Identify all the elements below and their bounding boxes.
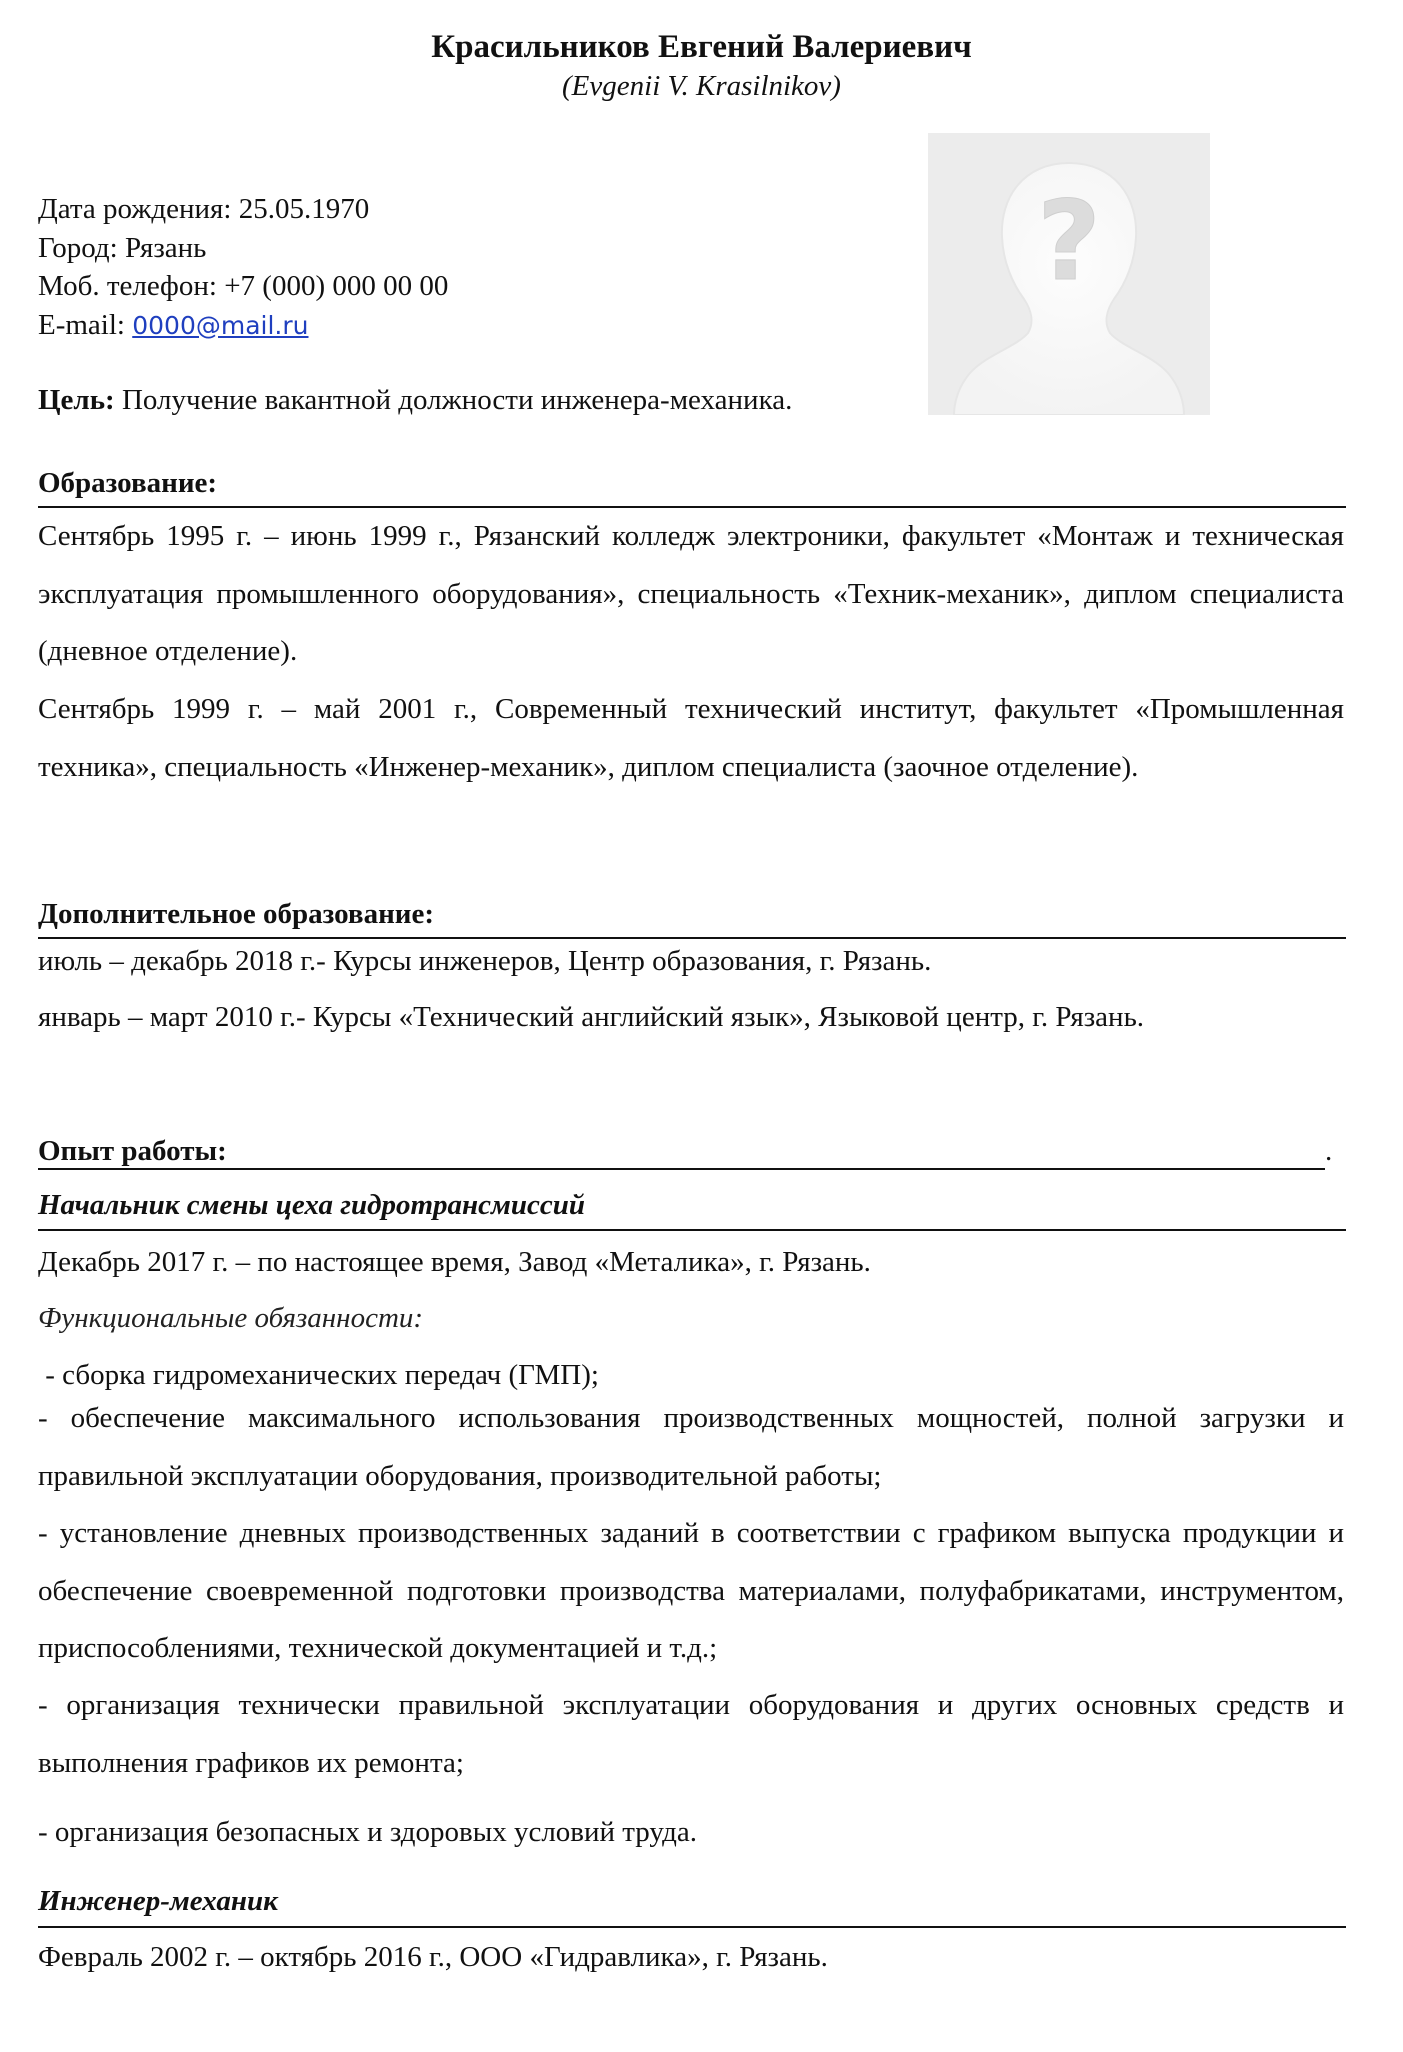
unknown-person-placeholder-icon bbox=[928, 133, 1210, 415]
job-title: Начальник смены цеха гидротрансмиссий bbox=[38, 1189, 586, 1221]
city-label: Город: bbox=[38, 231, 118, 264]
duty-item: - сборка гидромеханических передач (ГМП); bbox=[38, 1359, 599, 1391]
phone-row bbox=[38, 267, 448, 306]
experience-heading bbox=[38, 1133, 1344, 1170]
duty-item: - организация безопасных и здоровых условий труда. bbox=[38, 1816, 697, 1848]
education-heading: Образование: bbox=[38, 467, 218, 499]
email-row bbox=[38, 306, 448, 346]
additional-education-entry: январь – март 2010 г.- Курсы «Технический английский язык», Языковой центр, г. Рязань. bbox=[38, 1001, 1145, 1033]
birth-date-row bbox=[38, 190, 448, 229]
city-value: Рязань bbox=[124, 231, 207, 264]
goal-block bbox=[38, 381, 798, 420]
svg-text:?: ? bbox=[1037, 177, 1101, 305]
duty-item: - установление дневных производственных заданий в соответствии с графиком выпуска продукции и обеспечение своевременной подготовки производства материалами, полуфабрикатами, инструментом, приспособлениями, технической документацией и т.д.; bbox=[38, 1517, 1344, 1664]
experience-heading-label: Опыт работы: bbox=[38, 1134, 1325, 1170]
birth-label: Дата рождения: bbox=[38, 193, 232, 225]
phone-label: Моб. телефон: bbox=[38, 270, 217, 302]
additional-education-divider bbox=[38, 937, 1346, 939]
job-period: Февраль 2002 г. – октябрь 2016 г., ООО «Гидравлика», г. Рязань. bbox=[38, 1941, 828, 1973]
goal-label: Цель: bbox=[38, 384, 115, 416]
job-divider bbox=[38, 1926, 1346, 1928]
experience-heading-dot: . bbox=[1325, 1135, 1333, 1167]
duties-label: Функциональные обязанности: bbox=[38, 1302, 424, 1334]
full-name: Красильников Евгений Валериевич bbox=[431, 29, 972, 65]
education-entry: Сентябрь 1999 г. – май 2001 г., Современный технический институт, факультет «Промышленная техника», специальность «Инженер-механик», диплом специалиста (заочное отделение). bbox=[38, 693, 1344, 783]
goal-text: Получение вакантной должности инженера-механика. bbox=[121, 384, 793, 416]
additional-education-entry: июль – декабрь 2018 г.- Курсы инженеров, Центр образования, г. Рязань. bbox=[38, 945, 932, 977]
additional-education-heading: Дополнительное образование: bbox=[38, 898, 435, 930]
duty-item: - обеспечение максимального использования производственных мощностей, полной загрузки и правильной эксплуатации оборудования, производительной работы; bbox=[38, 1402, 1344, 1492]
latin-name: (Evgenii V. Krasilnikov) bbox=[562, 70, 841, 102]
city-row bbox=[38, 229, 448, 268]
contact-block bbox=[38, 190, 448, 345]
duty-item: - организация технически правильной эксплуатации оборудования и других основных средств и выполнения графиков их ремонта; bbox=[38, 1689, 1344, 1779]
job-title: Инженер-механик bbox=[38, 1885, 278, 1917]
education-entry: Сентябрь 1995 г. – июнь 1999 г., Рязанский колледж электроники, факультет «Монтаж и техническая эксплуатация промышленного оборудования», специальность «Техник-механик», диплом специалиста (дневное отделение). bbox=[38, 520, 1344, 667]
email-link[interactable]: 0000@mail.ru bbox=[132, 310, 309, 340]
profile-photo bbox=[928, 133, 1210, 415]
phone-value: +7 (000) 000 00 00 bbox=[224, 270, 449, 302]
birth-value: 25.05.1970 bbox=[238, 193, 370, 225]
job-divider bbox=[38, 1229, 1346, 1231]
job-period: Декабрь 2017 г. – по настоящее время, Завод «Металика», г. Рязань. bbox=[38, 1246, 871, 1278]
email-label: E-mail: bbox=[38, 308, 125, 341]
